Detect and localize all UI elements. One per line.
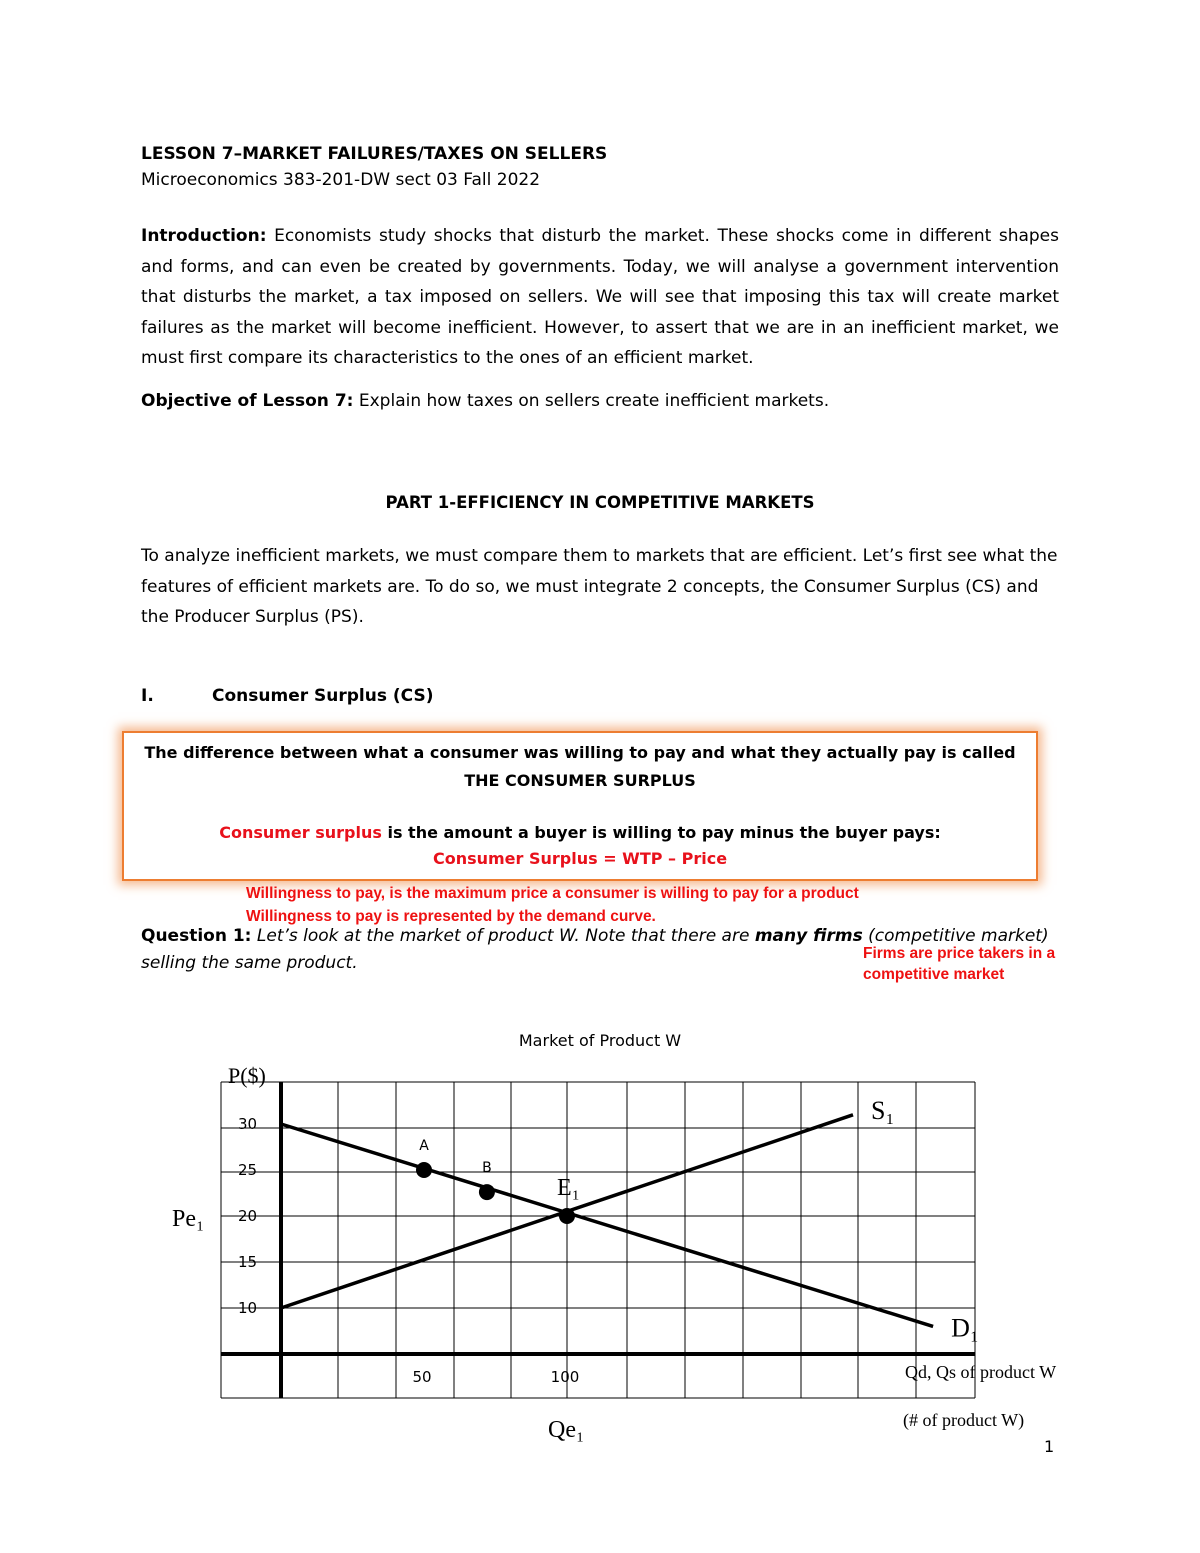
wtp-note-1: Willingness to pay, is the maximum price a consumer is willing to pay for a product	[246, 885, 859, 902]
y-tick-label-10: 10	[238, 1299, 258, 1317]
y-tick-label-20: 20	[238, 1207, 258, 1225]
introduction-paragraph	[141, 221, 1059, 374]
chart-marks	[238, 1096, 979, 1386]
question-1-text-b: (competitive market) selling the same product.	[141, 926, 1049, 973]
point-label-equilibrium: E₁	[557, 1175, 581, 1201]
demand-curve	[281, 1124, 933, 1326]
x-axis-label: Qd, Qs of product W	[905, 1362, 1057, 1382]
point-a	[416, 1162, 432, 1178]
section-number: I.	[141, 686, 154, 706]
question-1-label: Question 1:	[141, 926, 252, 946]
x-tick-label-50: 50	[412, 1368, 432, 1386]
objective-label: Objective of Lesson 7:	[141, 391, 354, 411]
lesson-title: LESSON 7–MARKET FAILURES/TAXES ON SELLERS	[141, 144, 608, 164]
price-takers-note-2: competitive market	[863, 966, 1005, 983]
part1-heading: PART 1-EFFICIENCY IN COMPETITIVE MARKETS	[385, 493, 815, 512]
price-takers-note-1: Firms are price takers in a	[863, 945, 1056, 962]
definition-term: Consumer surplus	[219, 823, 382, 842]
definition-formula: Consumer Surplus = WTP – Price	[432, 849, 728, 868]
definition-line-3	[122, 823, 1038, 842]
section-title: Consumer Surplus (CS)	[212, 686, 434, 706]
question-1-bold: many firms	[754, 926, 863, 946]
market-chart	[0, 1020, 1200, 1480]
objective-text: Explain how taxes on sellers create inefficient markets.	[353, 391, 830, 411]
equilibrium-quantity-label: Qe₁	[548, 1417, 585, 1443]
y-axis-label: P($)	[228, 1063, 266, 1088]
course-line: Microeconomics 383-201-DW sect 03 Fall 2022	[141, 170, 541, 190]
demand-curve-label: D₁	[951, 1313, 979, 1343]
wtp-note-2: Willingness to pay is represented by the demand curve.	[246, 908, 656, 925]
y-tick-label-30: 30	[238, 1115, 258, 1133]
definition-rest: is the amount a buyer is willing to pay minus the buyer pays:	[381, 823, 941, 842]
point-label-b: B	[482, 1160, 492, 1177]
point-b	[479, 1184, 495, 1200]
page-number: 1	[1044, 1437, 1055, 1456]
supply-curve-label: S₁	[871, 1095, 895, 1125]
equilibrium-price-label: Pe₁	[172, 1206, 205, 1232]
introduction-label: Introduction:	[141, 226, 267, 246]
definition-line-2: THE CONSUMER SURPLUS	[464, 771, 696, 790]
y-tick-label-15: 15	[238, 1253, 258, 1271]
chart-title: Market of Product W	[518, 1031, 682, 1050]
point-equilibrium	[559, 1208, 575, 1224]
introduction-text: Economists study shocks that disturb the market. These shocks come in different shapes and forms, and can even be created by governments. Today, we will analyse a government intervention that disturbs the market, a tax imposed on sellers. We will see that imposing this tax will create market failures as the market will become inefficient. However, to assert that we are in an inefficient market, we must first compare its characteristics to the ones of an efficient market.	[141, 226, 1059, 368]
point-label-a: A	[419, 1138, 429, 1154]
objective-paragraph	[141, 391, 829, 411]
definition-line-1: The difference between what a consumer was willing to pay and what they actually pay is called	[144, 743, 1016, 762]
part1-paragraph: To analyze inefficient markets, we must compare them to markets that are efficient. Let’s first see what the features of efficient markets are. To do so, we must integrate 2 concepts, the Consumer Surplus (CS) and the Producer Surplus (PS).	[141, 546, 1058, 627]
y-tick-label-25: 25	[238, 1161, 258, 1179]
x-axis-label-2: (# of product W)	[903, 1410, 1025, 1430]
x-tick-label-100: 100	[550, 1368, 580, 1386]
chart-grid	[221, 1082, 975, 1398]
question-1-text-a: Let’s look at the market of product W. Note that there are	[251, 926, 755, 946]
